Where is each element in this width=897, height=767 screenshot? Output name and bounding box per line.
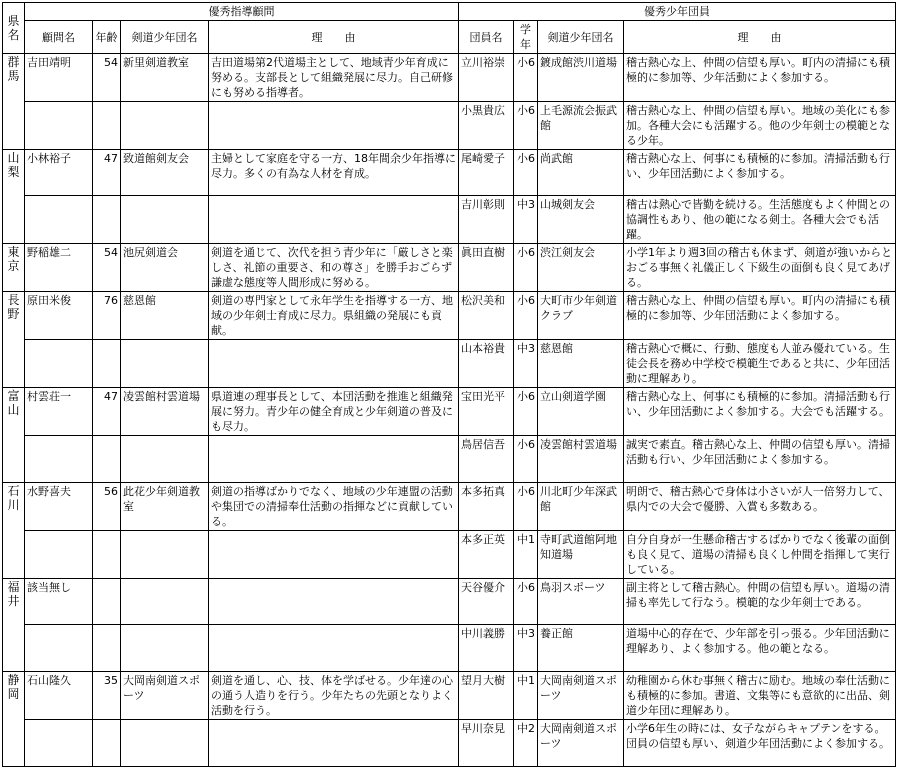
table-row <box>3 150 896 196</box>
age-cell: 47 <box>93 150 121 196</box>
member-reason-cell: 稽古熱心な上、仲間の信望も厚い。地域の美化にも参加。各種大会にも活躍する。他の少年剣士の模範となる少年。 <box>624 102 896 150</box>
empty-cell <box>25 436 93 483</box>
member-reason-cell: 稽古熱心な上、仲間の信望も厚い。町内の清掃にも積極的に参加等、少年団活動によく参加する。 <box>624 292 896 340</box>
member-group-cell: 大岡南剣道スポーツ <box>538 672 624 720</box>
advisor-reason-cell: 剣道を通じて、次代を担う青少年に「厳しさと楽しさ、礼節の重要さ、和の尊さ」を勝手おごらず謙虚な態度等人間形成に努める。 <box>209 244 459 292</box>
advisor-group-cell: 凌雲館村雲道場 <box>121 388 209 436</box>
header-advisor-name: 顧問名 <box>25 21 93 54</box>
member-group-cell: 鍍成館渋川道場 <box>538 54 624 102</box>
empty-cell <box>93 102 121 150</box>
empty-cell <box>121 102 209 150</box>
advisor-group-cell: 池尻剣道会 <box>121 244 209 292</box>
header-member-group-name: 剣道少年団名 <box>538 21 624 54</box>
member-name-cell: 宝田光平 <box>459 388 514 436</box>
empty-cell <box>209 340 459 388</box>
member-reason-cell: 幼稚園から休む事無く稽古に励む。地域の奉仕活動にも積極的に参加。書道、文集等にも意欲的に出品、剣道少年団に理解あり。 <box>624 672 896 720</box>
member-group-cell: 渋江剣友会 <box>538 244 624 292</box>
table-row <box>3 196 896 244</box>
empty-cell <box>121 340 209 388</box>
pref-cell: 福井 <box>3 579 25 672</box>
grade-cell: 小6 <box>514 388 538 436</box>
member-reason-cell: 稽古熱心な上、何事にも積極的に参加。清掃活動も行い、少年団活動によく参加する。 <box>624 150 896 196</box>
pref-cell: 長野 <box>3 292 25 388</box>
grade-cell: 小6 <box>514 579 538 625</box>
grade-cell: 中3 <box>514 196 538 244</box>
header-grade: 学年 <box>514 21 538 54</box>
member-reason-cell: 副主将として稽古熱心。仲間の信望も厚い。道場の清掃も率先して行なう。模範的な少年剣士である。 <box>624 579 896 625</box>
empty-cell <box>121 436 209 483</box>
empty-cell <box>93 436 121 483</box>
empty-cell <box>25 196 93 244</box>
table-row <box>3 483 896 531</box>
pref-cell: 東京 <box>3 244 25 292</box>
empty-cell <box>93 340 121 388</box>
pref-cell: 富山 <box>3 388 25 483</box>
advisor-reason-cell: 主婦として家庭を守る一方、18年間余少年指導に尽力。多くの有為な人材を育成。 <box>209 150 459 196</box>
table-row <box>3 579 896 625</box>
empty-cell <box>209 196 459 244</box>
header-member-reason: 理 由 <box>624 21 896 54</box>
member-name-cell: 尾崎愛子 <box>459 150 514 196</box>
member-reason-cell: 稽古熱心な上、何事にも積極的に参加。清掃活動も行い、少年団活動によく参加する。大会でも活躍する。 <box>624 388 896 436</box>
member-reason-cell: 道場中心的存在で、少年部を引っ張る。少年団活動に理解あり、よく参加する。他の範となる。 <box>624 625 896 672</box>
grade-cell: 小6 <box>514 150 538 196</box>
member-reason-cell: 自分自身が一生懸命稽古するばかりでなく後輩の面倒も良く見て、道場の清掃も良くし仲間を指揮して実行している。 <box>624 531 896 579</box>
member-name-cell: 望月大樹 <box>459 672 514 720</box>
table-row <box>3 244 896 292</box>
member-name-cell: 本多拓真 <box>459 483 514 531</box>
member-name-cell: 立川裕崇 <box>459 54 514 102</box>
member-reason-cell: 稽古は熱心で皆勤を続ける。生活態度もよく仲間との協調性もあり、他の範になる剣士。各種大会でも活躍。 <box>624 196 896 244</box>
member-group-cell: 養正館 <box>538 625 624 672</box>
table-row <box>3 102 896 150</box>
member-reason-cell: 小学6年生の時には、女子ながらキャプテンをする。団員の信望も厚い、剣道少年団活動によく参加する。 <box>624 720 896 767</box>
grade-cell: 中3 <box>514 625 538 672</box>
empty-cell <box>93 196 121 244</box>
advisor-reason-cell: 剣道の指導ばかりでなく、地域の少年連盟の活動や集団での清掃奉仕活動の指揮などに貢献している。 <box>209 483 459 531</box>
empty-cell <box>121 720 209 767</box>
table-body <box>3 54 896 767</box>
member-group-cell: 鳥羽スポーツ <box>538 579 624 625</box>
member-group-cell: 慈恩館 <box>538 340 624 388</box>
table-row <box>3 54 896 102</box>
member-group-cell: 上毛源流会振武館 <box>538 102 624 150</box>
member-group-cell: 川北町少年深武館 <box>538 483 624 531</box>
award-table <box>2 2 896 767</box>
grade-cell: 中1 <box>514 531 538 579</box>
member-group-cell: 凌雲館村雲道場 <box>538 436 624 483</box>
advisor-reason-cell: 剣道を通し、心、技、体を学ばせる。少年達の心の通う人造りを行う。少年たちの先頭となりよく活動を行う。 <box>209 672 459 720</box>
empty-cell <box>209 102 459 150</box>
pref-cell: 山梨 <box>3 150 25 244</box>
empty-cell <box>121 196 209 244</box>
advisor-group-cell: 慈恩館 <box>121 292 209 340</box>
member-group-cell: 山城剣友会 <box>538 196 624 244</box>
member-group-cell: 立山剣道学園 <box>538 388 624 436</box>
empty-cell <box>209 720 459 767</box>
table-row <box>3 672 896 720</box>
grade-cell: 小6 <box>514 54 538 102</box>
member-name-cell: 早川奈見 <box>459 720 514 767</box>
advisor-name-cell: 石山隆久 <box>25 672 93 720</box>
age-cell: 76 <box>93 292 121 340</box>
member-group-cell: 寺町武道館阿地知道場 <box>538 531 624 579</box>
advisor-name-cell: 水野喜夫 <box>25 483 93 531</box>
header-pref: 県名 <box>3 3 25 54</box>
member-reason-cell: 稽古熱心で概に、行動、態度も人並み優れている。生徒会長を務め中学校で模範生であると共に、少年団活動に理解あり。 <box>624 340 896 388</box>
age-cell: 54 <box>93 54 121 102</box>
header-reason: 理 由 <box>209 21 459 54</box>
table-row <box>3 340 896 388</box>
table-row <box>3 292 896 340</box>
pref-cell: 石川 <box>3 483 25 579</box>
member-name-cell: 吉川彰則 <box>459 196 514 244</box>
advisor-name-cell: 野稲雄二 <box>25 244 93 292</box>
empty-cell <box>121 625 209 672</box>
advisor-group-cell: 大岡南剣道スポーツ <box>121 672 209 720</box>
grade-cell: 中1 <box>514 672 538 720</box>
grade-cell: 小6 <box>514 436 538 483</box>
member-reason-cell: 明朗で、稽古熱心で身体は小さいが人一倍努力して、県内での大会で優勝、入賞も多数ある。 <box>624 483 896 531</box>
grade-cell: 小6 <box>514 102 538 150</box>
member-group-cell: 尚武館 <box>538 150 624 196</box>
empty-cell <box>121 531 209 579</box>
grade-cell: 小6 <box>514 483 538 531</box>
advisor-reason-cell <box>209 579 459 625</box>
table-row <box>3 436 896 483</box>
advisor-group-cell: 此花少年剣道教室 <box>121 483 209 531</box>
table-row <box>3 388 896 436</box>
member-name-cell: 本多正英 <box>459 531 514 579</box>
member-group-cell: 大町市少年剣道クラブ <box>538 292 624 340</box>
empty-cell <box>209 625 459 672</box>
table-row <box>3 720 896 767</box>
advisor-name-cell: 吉田靖明 <box>25 54 93 102</box>
member-reason-cell: 稽古熱心な上、仲間の信望も厚い。町内の清掃にも積極的に参加等、少年活動によく参加する。 <box>624 54 896 102</box>
member-name-cell: 天谷優介 <box>459 579 514 625</box>
age-cell: 56 <box>93 483 121 531</box>
advisor-name-cell: 該当無し <box>25 579 93 625</box>
grade-cell: 小6 <box>514 292 538 340</box>
member-name-cell: 松沢美和 <box>459 292 514 340</box>
advisor-name-cell: 原田米俊 <box>25 292 93 340</box>
advisor-reason-cell: 県道連の理事長として、本団活動を推進と組織発展に努力。青少年の健全育成と少年剣道の普及にも尽力。 <box>209 388 459 436</box>
empty-cell <box>93 531 121 579</box>
pref-cell: 群馬 <box>3 54 25 150</box>
advisor-reason-cell: 吉田道場第2代道場主として、地域青少年育成に努める。支部長として組織発展に尽力。自己研修にも努める指導者。 <box>209 54 459 102</box>
age-cell: 35 <box>93 672 121 720</box>
empty-cell <box>93 625 121 672</box>
advisor-name-cell: 村雲荘一 <box>25 388 93 436</box>
empty-cell <box>25 625 93 672</box>
pref-cell: 静岡 <box>3 672 25 767</box>
advisor-reason-cell: 剣道の専門家として永年学生を指導する一方、地域の少年剣士育成に尽力。県組織の発展にも貢献。 <box>209 292 459 340</box>
header-advisor-group: 優秀指導顧問 <box>25 3 459 21</box>
member-name-cell: 鳥居信吾 <box>459 436 514 483</box>
advisor-group-cell: 致道館剣友会 <box>121 150 209 196</box>
member-name-cell: 山本裕貴 <box>459 340 514 388</box>
header-member-name: 団員名 <box>459 21 514 54</box>
advisor-group-cell: 新里剣道教室 <box>121 54 209 102</box>
empty-cell <box>93 720 121 767</box>
table-row <box>3 531 896 579</box>
member-group-cell: 大岡南剣道スポーツ <box>538 720 624 767</box>
header-member-group: 優秀少年団員 <box>459 3 896 21</box>
age-cell: 47 <box>93 388 121 436</box>
age-cell: 54 <box>93 244 121 292</box>
header-group-name: 剣道少年団名 <box>121 21 209 54</box>
advisor-name-cell: 小林裕子 <box>25 150 93 196</box>
empty-cell <box>25 720 93 767</box>
table-row <box>3 625 896 672</box>
grade-cell: 小6 <box>514 244 538 292</box>
empty-cell <box>25 340 93 388</box>
empty-cell <box>209 436 459 483</box>
member-reason-cell: 誠実で素直。稽古熱心な上、仲間の信望も厚い。清掃活動も行い、少年団活動によく参加する。 <box>624 436 896 483</box>
empty-cell <box>25 102 93 150</box>
member-name-cell: 眞田直樹 <box>459 244 514 292</box>
member-reason-cell: 小学1年より週3回の稽古も休まず、剣道が強いからとおごる事無く礼儀正しく下級生の面倒も良く見てあげる。 <box>624 244 896 292</box>
member-name-cell: 小黒貴広 <box>459 102 514 150</box>
age-cell <box>93 579 121 625</box>
grade-cell: 中3 <box>514 340 538 388</box>
empty-cell <box>25 531 93 579</box>
grade-cell: 中2 <box>514 720 538 767</box>
advisor-group-cell <box>121 579 209 625</box>
header-age: 年齢 <box>93 21 121 54</box>
member-name-cell: 中川義勝 <box>459 625 514 672</box>
empty-cell <box>209 531 459 579</box>
